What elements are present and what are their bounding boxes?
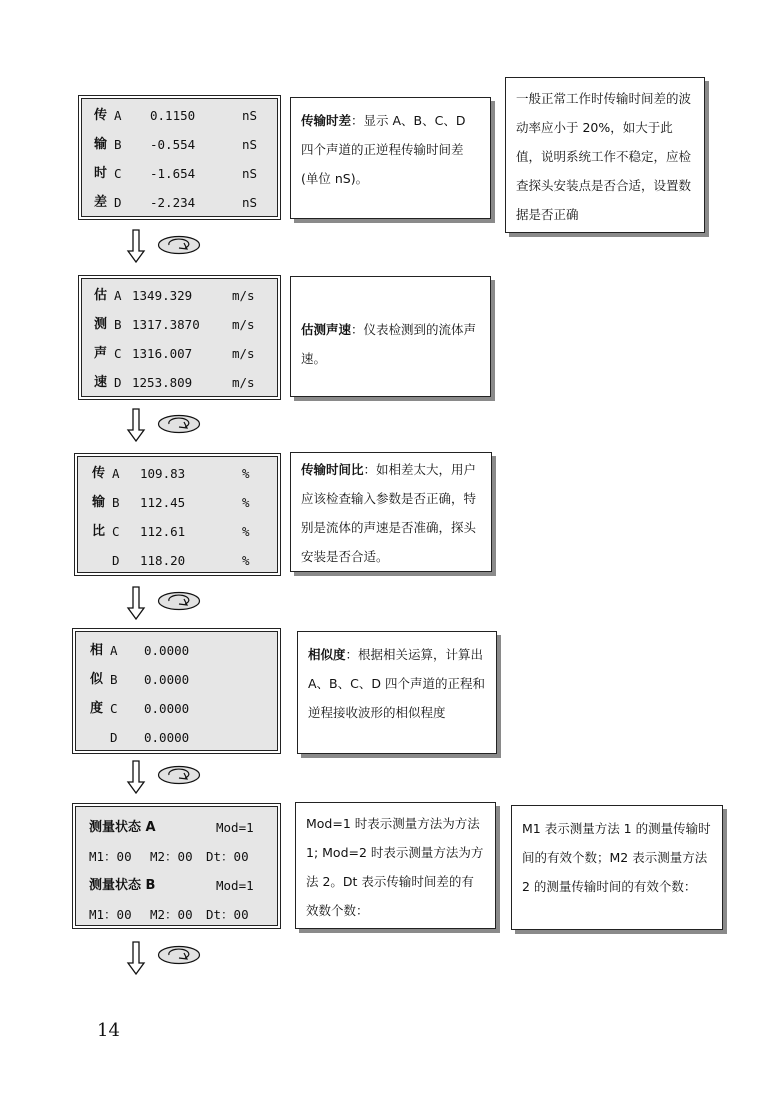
- row-label: 时: [94, 166, 108, 181]
- row-label: 输: [92, 495, 106, 510]
- note-text: ：仪表检测到的流体声速。: [301, 322, 477, 366]
- row-value: 0.0000: [144, 730, 190, 745]
- row-channel: C: [110, 701, 118, 716]
- note-title: 传输时差: [301, 113, 352, 128]
- lcd-screen-transit-time-diff: [81, 98, 278, 217]
- row-channel: B: [110, 672, 118, 687]
- lcd-row: [82, 310, 277, 339]
- note-title: 估测声速: [301, 322, 352, 337]
- lcd-row: [76, 900, 277, 929]
- side-note-text: 一般正常工作时传输时间差的波动率应小于 20%，如大于此值，说明系统工作不稳定，应检查探头安装点是否合适，设置数据是否正确: [516, 91, 692, 222]
- m2-count: M2：00: [150, 849, 193, 864]
- row-value: 1349.329: [132, 288, 193, 303]
- dt-count: Dt：00: [206, 907, 249, 922]
- rotary-knob-icon[interactable]: [157, 235, 201, 255]
- description-transit-time-ratio: [290, 452, 492, 572]
- row-label: 比: [92, 524, 106, 539]
- row-channel: B: [114, 137, 122, 152]
- row-unit: m/s: [232, 375, 255, 390]
- lcd-row: [76, 842, 277, 871]
- row-value: -0.554: [150, 137, 196, 152]
- row-unit: m/s: [232, 317, 255, 332]
- note-title: 相似度: [308, 647, 346, 662]
- row-channel: C: [114, 346, 122, 361]
- dt-count: Dt：00: [206, 849, 249, 864]
- m1-count: M1：00: [89, 849, 132, 864]
- row-value: 0.0000: [144, 701, 190, 716]
- row-label: 估: [94, 288, 108, 303]
- row-channel: D: [112, 553, 120, 568]
- lcd-row: [82, 368, 277, 397]
- row-label: 差: [94, 195, 108, 210]
- description-similarity: [297, 631, 497, 754]
- row-unit: nS: [242, 166, 258, 181]
- row-channel: B: [112, 495, 120, 510]
- down-arrow-icon: [126, 760, 146, 794]
- row-unit: %: [242, 495, 250, 510]
- row-label: 传: [92, 466, 106, 481]
- side-note-fluctuation: [505, 77, 705, 233]
- lcd-row: [82, 159, 277, 188]
- down-arrow-icon: [126, 941, 146, 975]
- row-channel: D: [114, 375, 122, 390]
- row-channel: A: [112, 466, 120, 481]
- rotary-knob-icon[interactable]: [157, 765, 201, 785]
- lcd-row: [76, 636, 277, 665]
- state-label: 测量状态 B: [89, 878, 156, 893]
- row-channel: C: [112, 524, 120, 539]
- row-value: 0.1150: [150, 108, 196, 123]
- row-unit: nS: [242, 108, 258, 123]
- row-unit: m/s: [232, 346, 255, 361]
- lcd-row: [82, 339, 277, 368]
- row-label: 输: [94, 137, 108, 152]
- rotary-knob-icon[interactable]: [157, 591, 201, 611]
- row-unit: %: [242, 553, 250, 568]
- row-value: 1317.3870: [132, 317, 200, 332]
- note-text: ：如相差太大，用户应该检查输入参数是否正确，特别是流体的声速是否准确，探头安装是否合适。: [301, 462, 477, 564]
- description-estimated-sound-speed: [290, 276, 491, 397]
- lcd-row: [76, 871, 277, 900]
- side-note-m1-m2: [511, 805, 723, 930]
- row-label: 速: [94, 375, 108, 390]
- row-value: 118.20: [140, 553, 186, 568]
- row-label: 似: [90, 672, 104, 687]
- row-value: 112.61: [140, 524, 186, 539]
- lcd-row: [76, 813, 277, 842]
- m1-count: M1：00: [89, 907, 132, 922]
- lcd-row: [76, 694, 277, 723]
- row-unit: %: [242, 466, 250, 481]
- row-value: 109.83: [140, 466, 186, 481]
- row-unit: %: [242, 524, 250, 539]
- mode-value: Mod=1: [216, 878, 254, 893]
- row-channel: A: [114, 108, 122, 123]
- lcd-row: [82, 130, 277, 159]
- lcd-screen-transit-time-ratio: [77, 456, 278, 573]
- lcd-row: [78, 488, 277, 517]
- row-value: 0.0000: [144, 643, 190, 658]
- note-text: Mod=1 时表示测量方法为方法 1; Mod=2 时表示测量方法为方法 2。Dt 表示传输时间差的有效数个数：: [306, 816, 484, 918]
- side-note-text: M1 表示测量方法 1 的测量传输时间的有效个数；M2 表示测量方法 2 的测量传输时间的有效个数：: [522, 821, 711, 894]
- lcd-screen-similarity: [75, 631, 278, 751]
- row-label: 度: [90, 701, 104, 716]
- lcd-row: [82, 101, 277, 130]
- row-label: 测: [94, 317, 108, 332]
- row-channel: A: [114, 288, 122, 303]
- lcd-row: [76, 665, 277, 694]
- row-value: 0.0000: [144, 672, 190, 687]
- row-channel: D: [114, 195, 122, 210]
- row-label: 传: [94, 108, 108, 123]
- rotary-knob-icon[interactable]: [157, 945, 201, 965]
- m2-count: M2：00: [150, 907, 193, 922]
- lcd-row: [76, 723, 277, 752]
- lcd-row: [78, 517, 277, 546]
- state-label: 测量状态 A: [89, 820, 156, 835]
- page-number: 14: [97, 1020, 120, 1041]
- lcd-screen-estimated-sound-speed: [81, 278, 278, 397]
- note-text: ：显示 A、B、C、D 四个声道的正逆程传输时间差(单位 nS)。: [301, 113, 466, 186]
- row-channel: B: [114, 317, 122, 332]
- mode-value: Mod=1: [216, 820, 254, 835]
- description-measurement-mode: [295, 802, 496, 929]
- lcd-row: [82, 188, 277, 217]
- down-arrow-icon: [126, 586, 146, 620]
- description-transit-time-diff: [290, 97, 491, 219]
- row-unit: m/s: [232, 288, 255, 303]
- lcd-row: [78, 546, 277, 575]
- lcd-row: [78, 459, 277, 488]
- row-channel: A: [110, 643, 118, 658]
- row-unit: nS: [242, 137, 258, 152]
- row-channel: D: [110, 730, 118, 745]
- lcd-row: [82, 281, 277, 310]
- row-value: 112.45: [140, 495, 186, 510]
- down-arrow-icon: [126, 229, 146, 263]
- row-channel: C: [114, 166, 122, 181]
- rotary-knob-icon[interactable]: [157, 414, 201, 434]
- down-arrow-icon: [126, 408, 146, 442]
- row-unit: nS: [242, 195, 258, 210]
- row-value: -2.234: [150, 195, 196, 210]
- row-value: 1253.809: [132, 375, 193, 390]
- lcd-screen-measurement-state: [75, 806, 278, 926]
- note-text: ：根据相关运算，计算出 A、B、C、D 四个声道的正程和逆程接收波形的相似程度: [308, 647, 485, 720]
- row-value: -1.654: [150, 166, 196, 181]
- row-value: 1316.007: [132, 346, 193, 361]
- row-label: 相: [90, 643, 104, 658]
- note-title: 传输时间比: [301, 462, 364, 477]
- row-label: 声: [94, 346, 108, 361]
